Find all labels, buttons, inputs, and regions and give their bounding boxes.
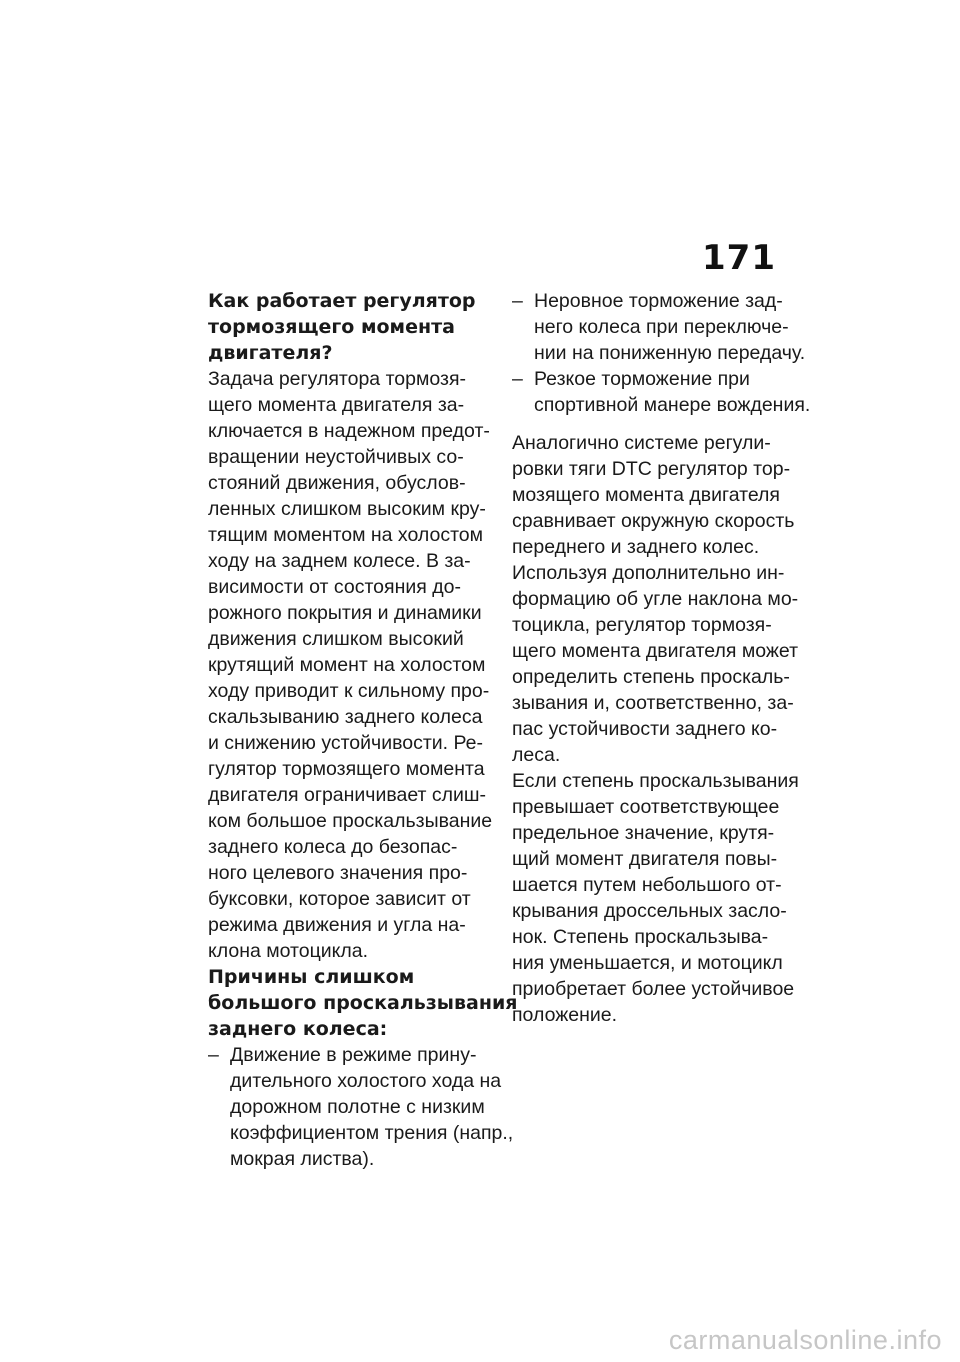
text-line: предельное значение, крутя- [512, 822, 775, 844]
text-line: определить степень проскаль- [512, 666, 790, 688]
text-line: леса. [512, 744, 561, 766]
text-line: и снижению устойчивости. Ре- [208, 732, 483, 754]
list-dash: – [208, 1044, 219, 1066]
text-line: мокрая листва). [230, 1148, 375, 1170]
site-watermark: carmanualsonline.info [668, 1325, 942, 1355]
text-line: Движение в режиме прину- [230, 1044, 477, 1066]
text-line: Задача регулятора тормозя- [208, 368, 466, 390]
paragraph-task-description [208, 366, 493, 964]
list-item-uneven-braking [512, 288, 806, 366]
text-line: коэффициентом трения (напр., [230, 1122, 514, 1144]
text-line: режима движения и угла на- [208, 914, 466, 936]
text-line: нии на пониженную передачу. [534, 342, 806, 364]
text-line: стояний движения, обуслов- [208, 472, 466, 494]
text-line: Если степень проскальзывания [512, 770, 799, 792]
text-line: Резкое торможение при [534, 368, 750, 390]
right-column [512, 288, 811, 1028]
text-line: рожного покрытия и динамики [208, 602, 482, 624]
text-line: тящим моментом на холостом [208, 524, 484, 546]
paragraph-gap [512, 418, 788, 430]
list-item-idle-driving [208, 1042, 514, 1172]
text-line: зывания и, соответственно, за- [512, 692, 794, 714]
section-heading-how-it-works [208, 288, 490, 366]
text-line: ровки тяги DTC регулятор тор- [512, 458, 791, 480]
paragraph-slip-threshold [512, 768, 799, 1028]
text-line: заднего колеса до безопас- [208, 836, 458, 858]
text-line: нок. Степень проскальзыва- [512, 926, 769, 948]
list-dash: – [512, 290, 523, 312]
text-line: шается путем небольшого от- [512, 874, 782, 896]
text-line: Аналогично системе регули- [512, 432, 771, 454]
text-line: гулятор тормозящего момента [208, 758, 485, 780]
text-line: крывания дроссельных засло- [512, 900, 787, 922]
text-line: Неровное торможение зад- [534, 290, 783, 312]
text-line: ленных слишком высоким кру- [208, 498, 486, 520]
text-line: ходу приводит к сильному про- [208, 680, 490, 702]
text-line: Используя дополнительно ин- [512, 562, 785, 584]
text-line: него колеса при переключе- [534, 316, 789, 338]
text-line: формацию об угле наклона мо- [512, 588, 799, 610]
text-line: крутящий момент на холостом [208, 654, 486, 676]
text-line: сравнивает окружную скорость [512, 510, 795, 532]
text-line: тоцикла, регулятор тормозя- [512, 614, 772, 636]
text-line: ного целевого значения про- [208, 862, 468, 884]
text-line: дительного холостого хода на [230, 1070, 502, 1092]
text-line: ния уменьшается, и мотоцикл [512, 952, 783, 974]
heading-line: Причины слишком [208, 966, 415, 988]
text-line: буксовки, которое зависит от [208, 888, 471, 910]
heading-line: тормозящего момента [208, 316, 455, 338]
text-line: спортивной манере вождения. [534, 394, 811, 416]
heading-line: двигателя? [208, 342, 333, 364]
paragraph-dtc-comparison [512, 430, 799, 768]
text-line: переднего и заднего колес. [512, 536, 760, 558]
text-line: ком большое проскальзывание [208, 810, 493, 832]
text-line: движения слишком высокий [208, 628, 464, 650]
text-line: превышает соответствующее [512, 796, 780, 818]
heading-line: Как работает регулятор [208, 290, 476, 312]
text-line: щего момента двигателя за- [208, 394, 465, 416]
text-line: щий момент двигателя повы- [512, 848, 778, 870]
page-number: 171 [702, 238, 776, 278]
text-line: дорожном полотне с низким [230, 1096, 485, 1118]
text-line: приобретает более устойчивое [512, 978, 795, 1000]
text-line: висимости от состояния до- [208, 576, 461, 598]
left-column [208, 288, 518, 1172]
text-line: двигателя ограничивает слиш- [208, 784, 487, 806]
text-line: щего момента двигателя может [512, 640, 799, 662]
text-line: скальзыванию заднего колеса [208, 706, 483, 728]
heading-line: заднего колеса: [208, 1018, 388, 1040]
text-line: ходу на заднем колесе. В за- [208, 550, 471, 572]
text-line: вращении неустойчивых со- [208, 446, 464, 468]
text-line: положение. [512, 1004, 618, 1026]
list-item-hard-braking [512, 366, 811, 418]
text-line: мозящего момента двигателя [512, 484, 780, 506]
section-heading-causes [208, 964, 518, 1042]
text-line: пас устойчивости заднего ко- [512, 718, 778, 740]
text-line: клона мотоцикла. [208, 940, 369, 962]
heading-line: большого проскальзывания [208, 992, 518, 1014]
list-dash: – [512, 368, 523, 390]
text-line: ключается в надежном предот- [208, 420, 490, 442]
